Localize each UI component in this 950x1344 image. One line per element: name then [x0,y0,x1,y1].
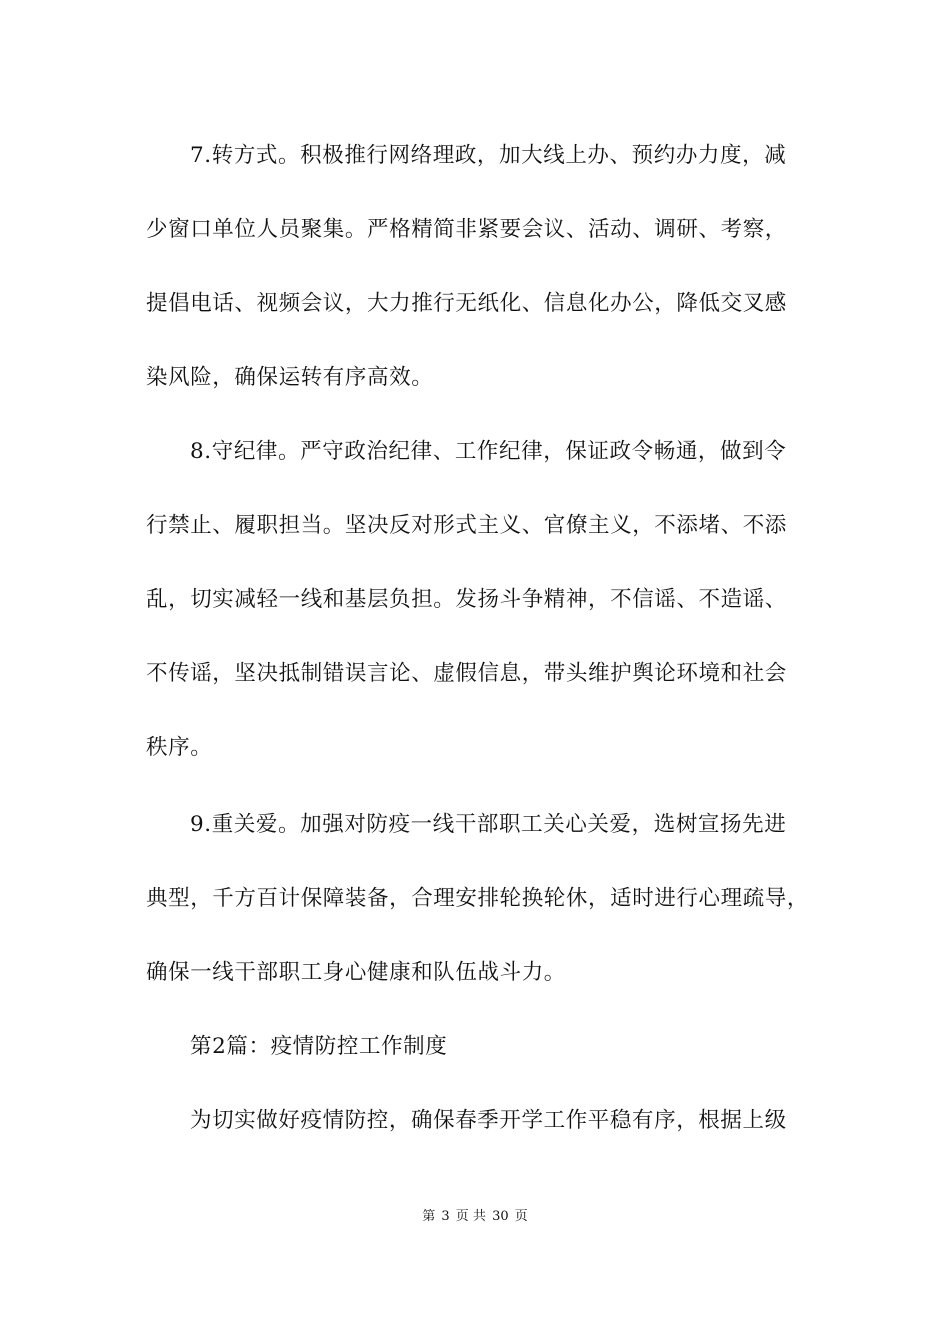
footer-suffix: 页 [514,1209,528,1224]
text-line: 行禁止、履职担当。坚决反对形式主义、官僚主义，不添堵、不添 [146,513,787,538]
section-heading: 第2篇：疫情防控工作制度 [190,1034,448,1059]
text-line: 提倡电话、视频会议，大力推行无纸化、信息化办公，降低交叉感 [146,291,787,316]
text-line: 秩序。 [146,735,213,760]
footer-middle: 页 共 [455,1209,486,1224]
footer-current-page: 3 [441,1209,450,1224]
page-footer [0,1208,950,1226]
text-line: 9.重关爱。加强对防疫一线干部职工关心关爱，选树宣扬先进 [190,812,787,837]
footer-prefix: 第 [422,1209,436,1224]
text-line: 乱，切实减轻一线和基层负担。发扬斗争精神，不信谣、不造谣、 [146,587,787,612]
text-line: 确保一线干部职工身心健康和队伍战斗力。 [146,960,566,985]
text-line: 少窗口单位人员聚集。严格精简非紧要会议、活动、调研、考察， [146,217,787,242]
text-line: 7.转方式。积极推行网络理政，加大线上办、预约办力度，减 [190,143,787,168]
text-line: 8.守纪律。严守政治纪律、工作纪律，保证政令畅通，做到令 [190,439,787,464]
text-line: 不传谣，坚决抵制错误言论、虚假信息，带头维护舆论环境和社会 [146,661,787,686]
text-line: 为切实做好疫情防控，确保春季开学工作平稳有序，根据上级 [190,1108,787,1133]
footer-total-pages: 30 [492,1209,509,1224]
text-line: 典型，千方百计保障装备，合理安排轮换轮休，适时进行心理疏导， [146,886,810,911]
text-line: 染风险，确保运转有序高效。 [146,365,434,390]
